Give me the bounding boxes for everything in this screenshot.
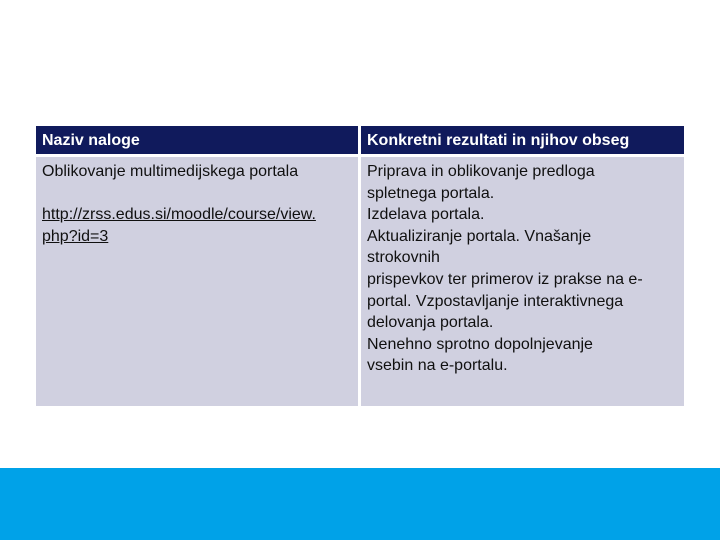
results-line: Aktualiziranje portala. Vnašanje <box>367 227 592 245</box>
results-line: Priprava in oblikovanje predloga <box>367 163 595 180</box>
results-cell <box>361 157 684 406</box>
portal-link-part2[interactable]: php?id=3 <box>42 227 109 245</box>
footer-color-bar <box>0 468 720 540</box>
header-task-name: Naziv naloge <box>36 126 358 154</box>
spacer <box>42 183 352 205</box>
header-results: Konkretni rezultati in njihov obseg <box>361 126 684 154</box>
results-line: vsebin na e-portalu. <box>367 357 508 375</box>
portal-link-part1[interactable]: http://zrss.edus.si/moodle/course/view. <box>42 206 316 224</box>
results-line: delovanja portala. <box>367 314 494 332</box>
results-table <box>36 126 684 406</box>
task-title: Oblikovanje multimedijskega portala <box>42 163 299 180</box>
results-line: Izdelava portala. <box>367 206 485 224</box>
results-line: spletnega portala. <box>367 184 495 202</box>
results-line: Nenehno sprotno dopolnjevanje <box>367 335 593 353</box>
results-line: portal. Vzpostavljanje interaktivnega <box>367 292 624 310</box>
task-cell <box>36 157 358 406</box>
results-line: strokovnih <box>367 249 440 267</box>
results-line: prispevkov ter primerov iz prakse na e- <box>367 270 643 288</box>
